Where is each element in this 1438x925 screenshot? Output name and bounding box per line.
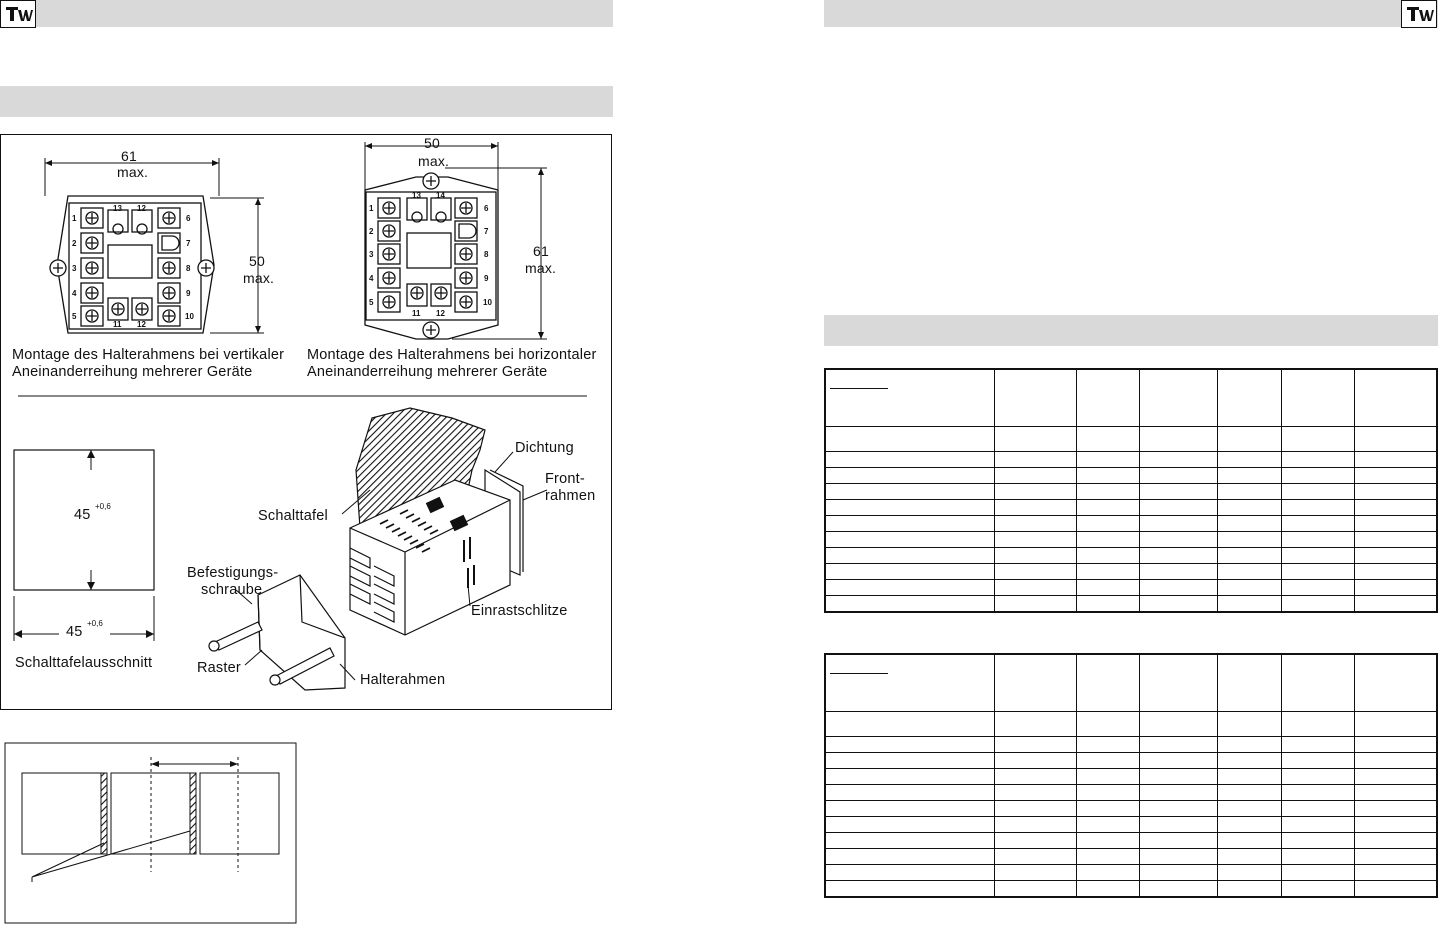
svg-text:13: 13 [412, 191, 421, 200]
label-raster: Raster [197, 660, 241, 676]
terminal-block-vertical [45, 158, 264, 333]
svg-text:4: 4 [72, 289, 77, 298]
svg-text:6: 6 [186, 214, 191, 223]
label-einrast: Einrastschlitze [471, 603, 568, 619]
table-row [825, 769, 1437, 785]
svg-text:7: 7 [186, 239, 191, 248]
table-row [825, 865, 1437, 881]
svg-text:13: 13 [113, 204, 122, 213]
svg-text:11: 11 [412, 309, 421, 318]
svg-text:1: 1 [369, 204, 374, 213]
panel-cutout-drawing [14, 450, 154, 641]
svg-text:1: 1 [72, 214, 77, 223]
svg-text:10: 10 [185, 312, 194, 321]
svg-text:9: 9 [484, 274, 489, 283]
svg-text:2: 2 [369, 227, 374, 236]
label-dichtung: Dichtung [515, 440, 574, 456]
table-header-row [825, 654, 1437, 712]
table-row [825, 548, 1437, 564]
svg-text:4: 4 [369, 274, 374, 283]
company-logo-icon [1401, 0, 1437, 28]
svg-text:12: 12 [436, 309, 445, 318]
table-subheader-row [825, 427, 1437, 452]
dim-top-right: 50 [424, 135, 440, 151]
dim-top-right-max: max. [418, 153, 450, 169]
table-subheader-row [825, 712, 1437, 737]
spec-table-2 [824, 653, 1438, 898]
table-row [825, 833, 1437, 849]
label-halterahmen: Halterahmen [360, 672, 446, 688]
table-row [825, 817, 1437, 833]
svg-text:6: 6 [484, 204, 489, 213]
label-schalttafel: Schalttafel [258, 508, 328, 524]
spec-table-1 [824, 368, 1438, 613]
svg-text:12: 12 [137, 320, 146, 329]
svg-text:5: 5 [369, 298, 374, 307]
svg-text:5: 5 [72, 312, 77, 321]
dim-right-left: 50 [249, 253, 265, 269]
terminal-block-horizontal [365, 142, 547, 339]
table-row [825, 849, 1437, 865]
table-row [825, 881, 1437, 898]
table-row [825, 785, 1437, 801]
svg-text:3: 3 [369, 250, 374, 259]
table-row [825, 596, 1437, 613]
label-befestigung-line2: schraube [201, 582, 263, 598]
dim-right-right: 61 [533, 243, 549, 259]
cutout-height: 45 [74, 507, 91, 523]
label-front-line1: Front- [545, 471, 585, 487]
dim-right-right-max: max. [525, 260, 557, 276]
svg-text:14: 14 [436, 191, 445, 200]
svg-text:12: 12 [137, 204, 146, 213]
svg-text:8: 8 [484, 250, 489, 259]
svg-text:10: 10 [483, 298, 492, 307]
table-row [825, 801, 1437, 817]
table-row [825, 564, 1437, 580]
table-row [825, 468, 1437, 484]
table-row [825, 580, 1437, 596]
table-row [825, 516, 1437, 532]
dim-top-left-max: max. [117, 164, 149, 180]
dim-right-left-max: max. [243, 270, 275, 286]
svg-text:7: 7 [484, 227, 489, 236]
table-row [825, 500, 1437, 516]
exploded-assembly-drawing [209, 408, 547, 690]
spacing-diagram [5, 743, 296, 923]
table-row [825, 452, 1437, 468]
label-front-line2: rahmen [545, 488, 596, 504]
cutout-height-tol: +0,6 [95, 502, 111, 511]
caption-vertical-line2: Aneinanderreihung mehrerer Geräte [12, 364, 253, 380]
right-section-bar [824, 315, 1438, 346]
svg-text:9: 9 [186, 289, 191, 298]
table-header-row [825, 369, 1437, 427]
svg-text:11: 11 [113, 320, 122, 329]
cutout-width-tol: +0,6 [87, 619, 103, 628]
right-header-bar [824, 0, 1438, 27]
table-row [825, 532, 1437, 548]
table-row [825, 484, 1437, 500]
cutout-caption: Schalttafelausschnitt [15, 655, 153, 671]
caption-horizontal-line1: Montage des Halterahmens bei horizontaler [307, 347, 597, 363]
cutout-width: 45 [66, 624, 83, 640]
table-row [825, 737, 1437, 753]
svg-text:2: 2 [72, 239, 77, 248]
dim-top-left: 61 [121, 148, 137, 164]
caption-vertical-line1: Montage des Halterahmens bei vertikaler [12, 347, 285, 363]
caption-horizontal-line2: Aneinanderreihung mehrerer Geräte [307, 364, 548, 380]
table-row [825, 753, 1437, 769]
label-befestigung-line1: Befestigungs- [187, 565, 279, 581]
svg-text:8: 8 [186, 264, 191, 273]
svg-text:3: 3 [72, 264, 77, 273]
